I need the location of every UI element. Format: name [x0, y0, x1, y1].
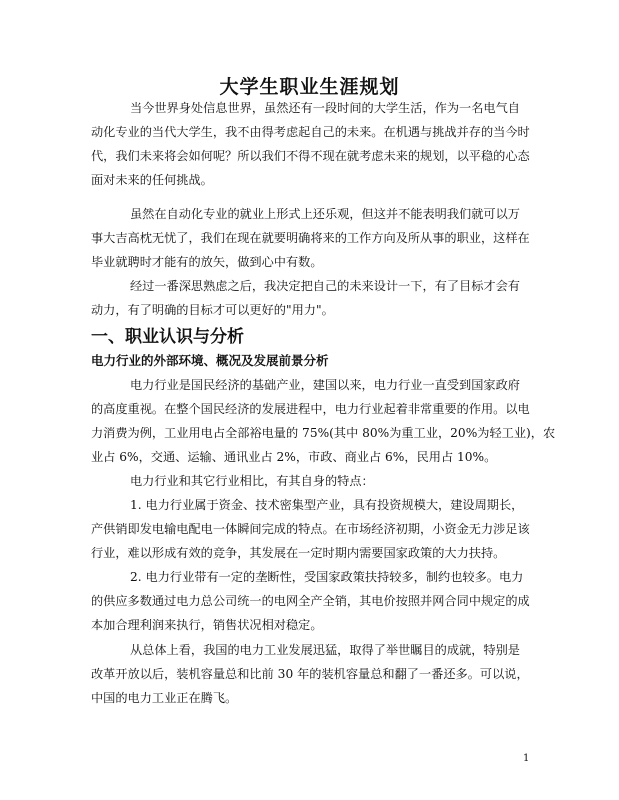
paragraph-line: 代，我们未来将会如何呢？所以我们不得不现在就考虑未来的规划，以平稳的心态 [91, 149, 530, 163]
paragraph-line: 虽然在自动化专业的就业上形式上还乐观，但这并不能表明我们就可以万 [130, 207, 520, 221]
page-number: 1 [523, 753, 530, 764]
paragraph-line: 从总体上看，我国的电力工业发展迅猛，取得了举世瞩目的成就，特别是 [130, 643, 520, 657]
paragraph-line: 经过一番深思熟虑之后，我决定把自己的未来设计一下，有了目标才会有 [130, 279, 520, 293]
section-subheading: 电力行业的外部环境、概况及发展前景分析 [91, 353, 329, 368]
section-heading: 一、职业认识与分析 [91, 327, 244, 347]
paragraph-line: 的供应多数通过电力总公司统一的电网全产全销，其电价按照并网合同中规定的成 [91, 594, 530, 608]
paragraph-line: 电力行业和其它行业相比，有其自身的特点： [130, 474, 374, 488]
document-title: 大学生职业生涯规划 [219, 76, 400, 98]
paragraph-line: 1. 电力行业属于资金、技术密集型产业，具有投资规模大，建设周期长， [130, 498, 524, 512]
paragraph-line: 的高度重视。在整个国民经济的发展进程中，电力行业起着非常重要的作用。以电 [91, 402, 530, 416]
paragraph-line: 本加合理利润来执行，销售状况相对稳定。 [91, 618, 323, 632]
paragraph-line: 动力，有了明确的目标才可以更好的"用力"。 [91, 303, 334, 317]
paragraph-line: 面对未来的任何挑战。 [91, 173, 213, 187]
paragraph-line: 事大吉高枕无忧了，我们在现在就要明确将来的工作方向及所从事的职业，这样在 [91, 231, 530, 245]
paragraph-line: 中国的电力工业正在腾飞。 [91, 691, 238, 705]
paragraph-line: 业占 6%，交通、运输、通讯业占 2%，市政、商业占 6%，民用占 10%。 [91, 450, 497, 464]
paragraph-line: 毕业就聘时才能有的放矢，做到心中有数。 [91, 255, 323, 269]
paragraph-line: 当今世界身处信息世界，虽然还有一段时间的大学生活，作为一名电气自 [130, 101, 520, 115]
paragraph-line: 产供销即发电输电配电一体瞬间完成的特点。在市场经济初期，小资金无力涉足该 [91, 522, 530, 536]
paragraph-line: 力消费为例，工业用电占全部裕电量的 75%(其中 80%为重工业，20%为轻工业)，农 [91, 426, 556, 440]
paragraph-line: 动化专业的当代大学生，我不由得考虑起自己的未来。在机遇与挑战并存的当今时 [91, 125, 530, 139]
paragraph-line: 2. 电力行业带有一定的垄断性，受国家政策扶持较多，制约也较多。电力 [130, 570, 524, 584]
paragraph-line: 行业，难以形成有效的竞争，其发展在一定时期内需要国家政策的大力扶持。 [91, 546, 506, 560]
paragraph-line: 改革开放以后，装机容量总和比前 30 年的装机容量总和翻了一番还多。可以说， [91, 667, 529, 681]
paragraph-line: 电力行业是国民经济的基础产业，建国以来，电力行业一直受到国家政府 [130, 378, 520, 392]
